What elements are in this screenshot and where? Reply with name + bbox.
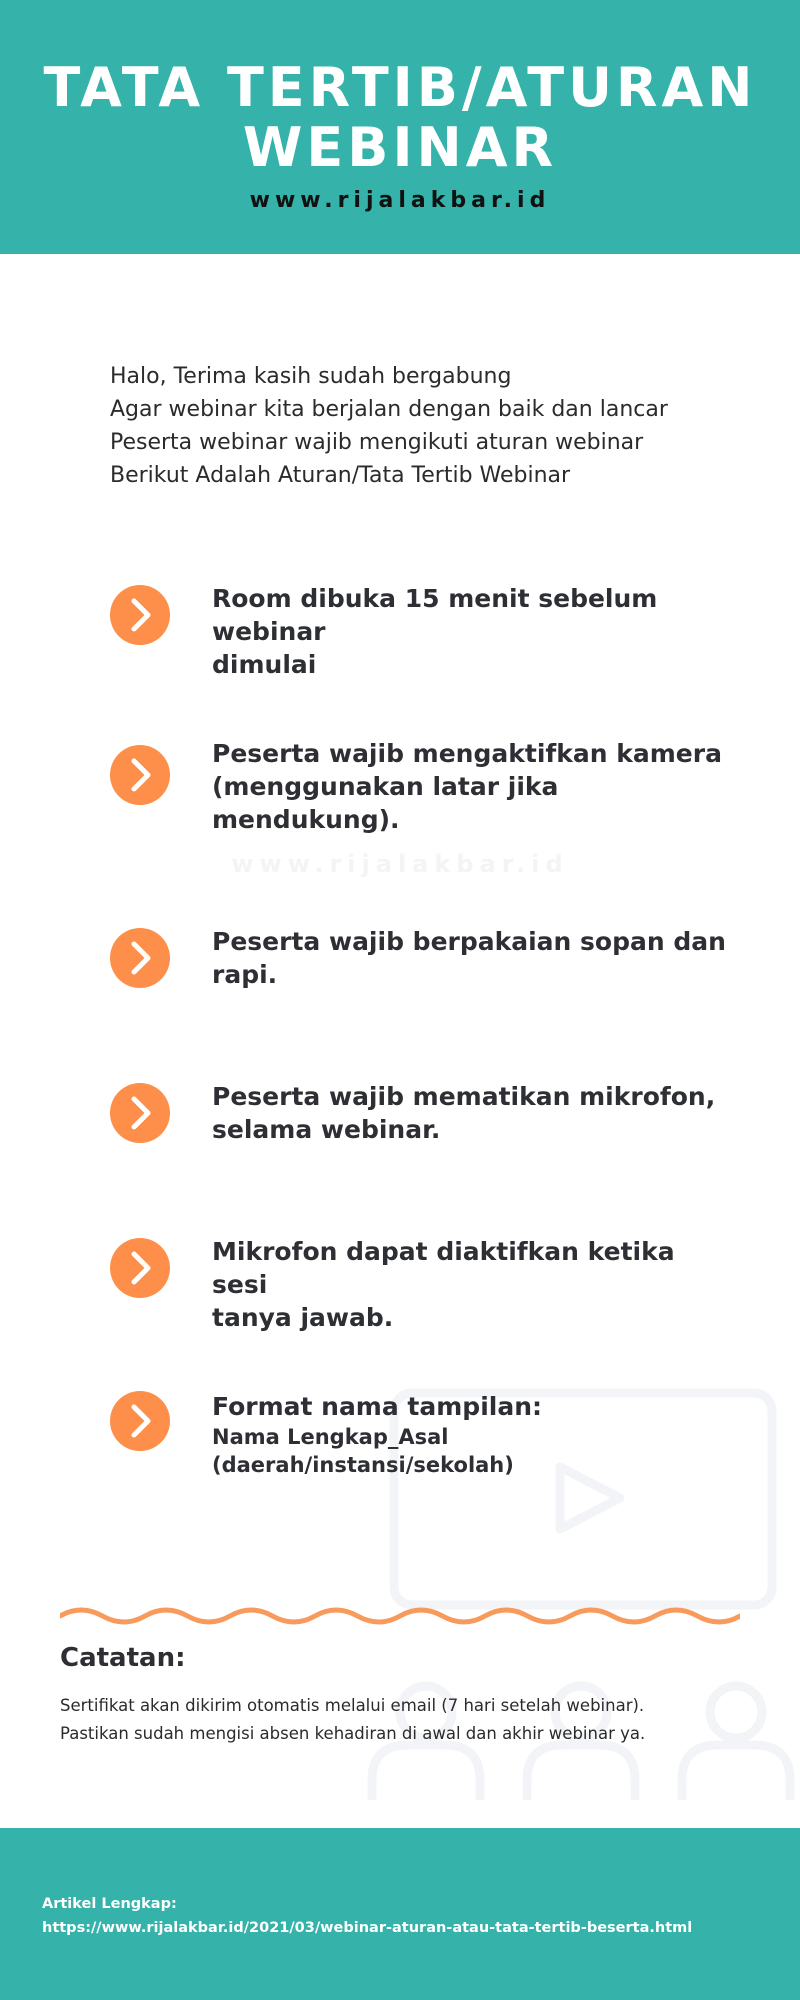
header-banner	[0, 0, 800, 254]
chevron-right-icon	[110, 745, 170, 805]
page-title-line-2: WEBINAR	[242, 116, 558, 179]
chevron-right-icon	[110, 1391, 170, 1451]
notes-title: Catatan:	[60, 1643, 186, 1673]
rule-item-2	[0, 737, 800, 857]
notes-text	[60, 1692, 740, 1748]
rule-text	[212, 582, 732, 681]
rule-text-line-1: Peserta wajib mematikan mikrofon,	[212, 1082, 716, 1111]
footer-banner	[0, 1828, 800, 2000]
rule-text-line-2: tanya jawab.	[212, 1303, 394, 1332]
website-label: www.rijalakbar.id	[249, 188, 551, 213]
rule-text-line-2: dimulai	[212, 650, 317, 679]
intro-line: Peserta webinar wajib mengikuti aturan webinar	[110, 430, 644, 455]
rule-text	[212, 1235, 732, 1334]
rule-text-line-2: selama webinar.	[212, 1115, 441, 1144]
chevron-right-icon	[110, 1083, 170, 1143]
page-title-line-1: TATA TERTIB/ATURAN	[43, 56, 757, 119]
chevron-right-icon	[110, 1238, 170, 1298]
rule-text-line-1: Format nama tampilan:	[212, 1392, 543, 1421]
chevron-right-icon	[110, 585, 170, 645]
intro-line: Berikut Adalah Aturan/Tata Tertib Webinar	[110, 463, 571, 488]
rule-text	[212, 1080, 732, 1146]
note-line: Sertifikat akan dikirim otomatis melalui email (7 hari setelah webinar).	[60, 1696, 645, 1715]
rule-text-line-2: (menggunakan latar jika mendukung).	[212, 772, 559, 834]
wavy-divider	[60, 1604, 740, 1628]
rule-item-6	[0, 1390, 800, 1510]
intro-line: Halo, Terima kasih sudah bergabung	[110, 364, 512, 389]
intro-text	[110, 360, 730, 492]
rule-text	[212, 737, 732, 836]
intro-line: Agar webinar kita berjalan dengan baik dan lancar	[110, 397, 668, 422]
rule-text-line-1: Peserta wajib mengaktifkan kamera	[212, 739, 722, 768]
rule-item-3	[0, 925, 800, 1045]
page-title	[0, 58, 800, 178]
note-line: Pastikan sudah mengisi absen kehadiran di awal dan akhir webinar ya.	[60, 1724, 646, 1743]
rule-text-line-1: Room dibuka 15 menit sebelum webinar	[212, 584, 658, 646]
rule-text-line-1: Mikrofon dapat diaktifkan ketika sesi	[212, 1237, 675, 1299]
watermark: www.rijalakbar.id	[231, 850, 569, 878]
rule-text	[212, 1390, 732, 1479]
rule-item-5	[0, 1235, 800, 1355]
rule-text-line-2: Nama Lengkap_Asal (daerah/instansi/sekolah)	[212, 1425, 514, 1477]
rule-item-4	[0, 1080, 800, 1200]
rule-text-line-1: Peserta wajib berpakaian sopan dan	[212, 927, 726, 956]
rule-item-1	[0, 582, 800, 702]
rule-text	[212, 925, 732, 991]
article-link[interactable]: https://www.rijalakbar.id/2021/03/webinar-aturan-atau-tata-tertib-beserta.html	[42, 1920, 693, 1936]
chevron-right-icon	[110, 928, 170, 988]
rule-text-line-2: rapi.	[212, 960, 278, 989]
article-label: Artikel Lengkap:	[42, 1896, 177, 1912]
